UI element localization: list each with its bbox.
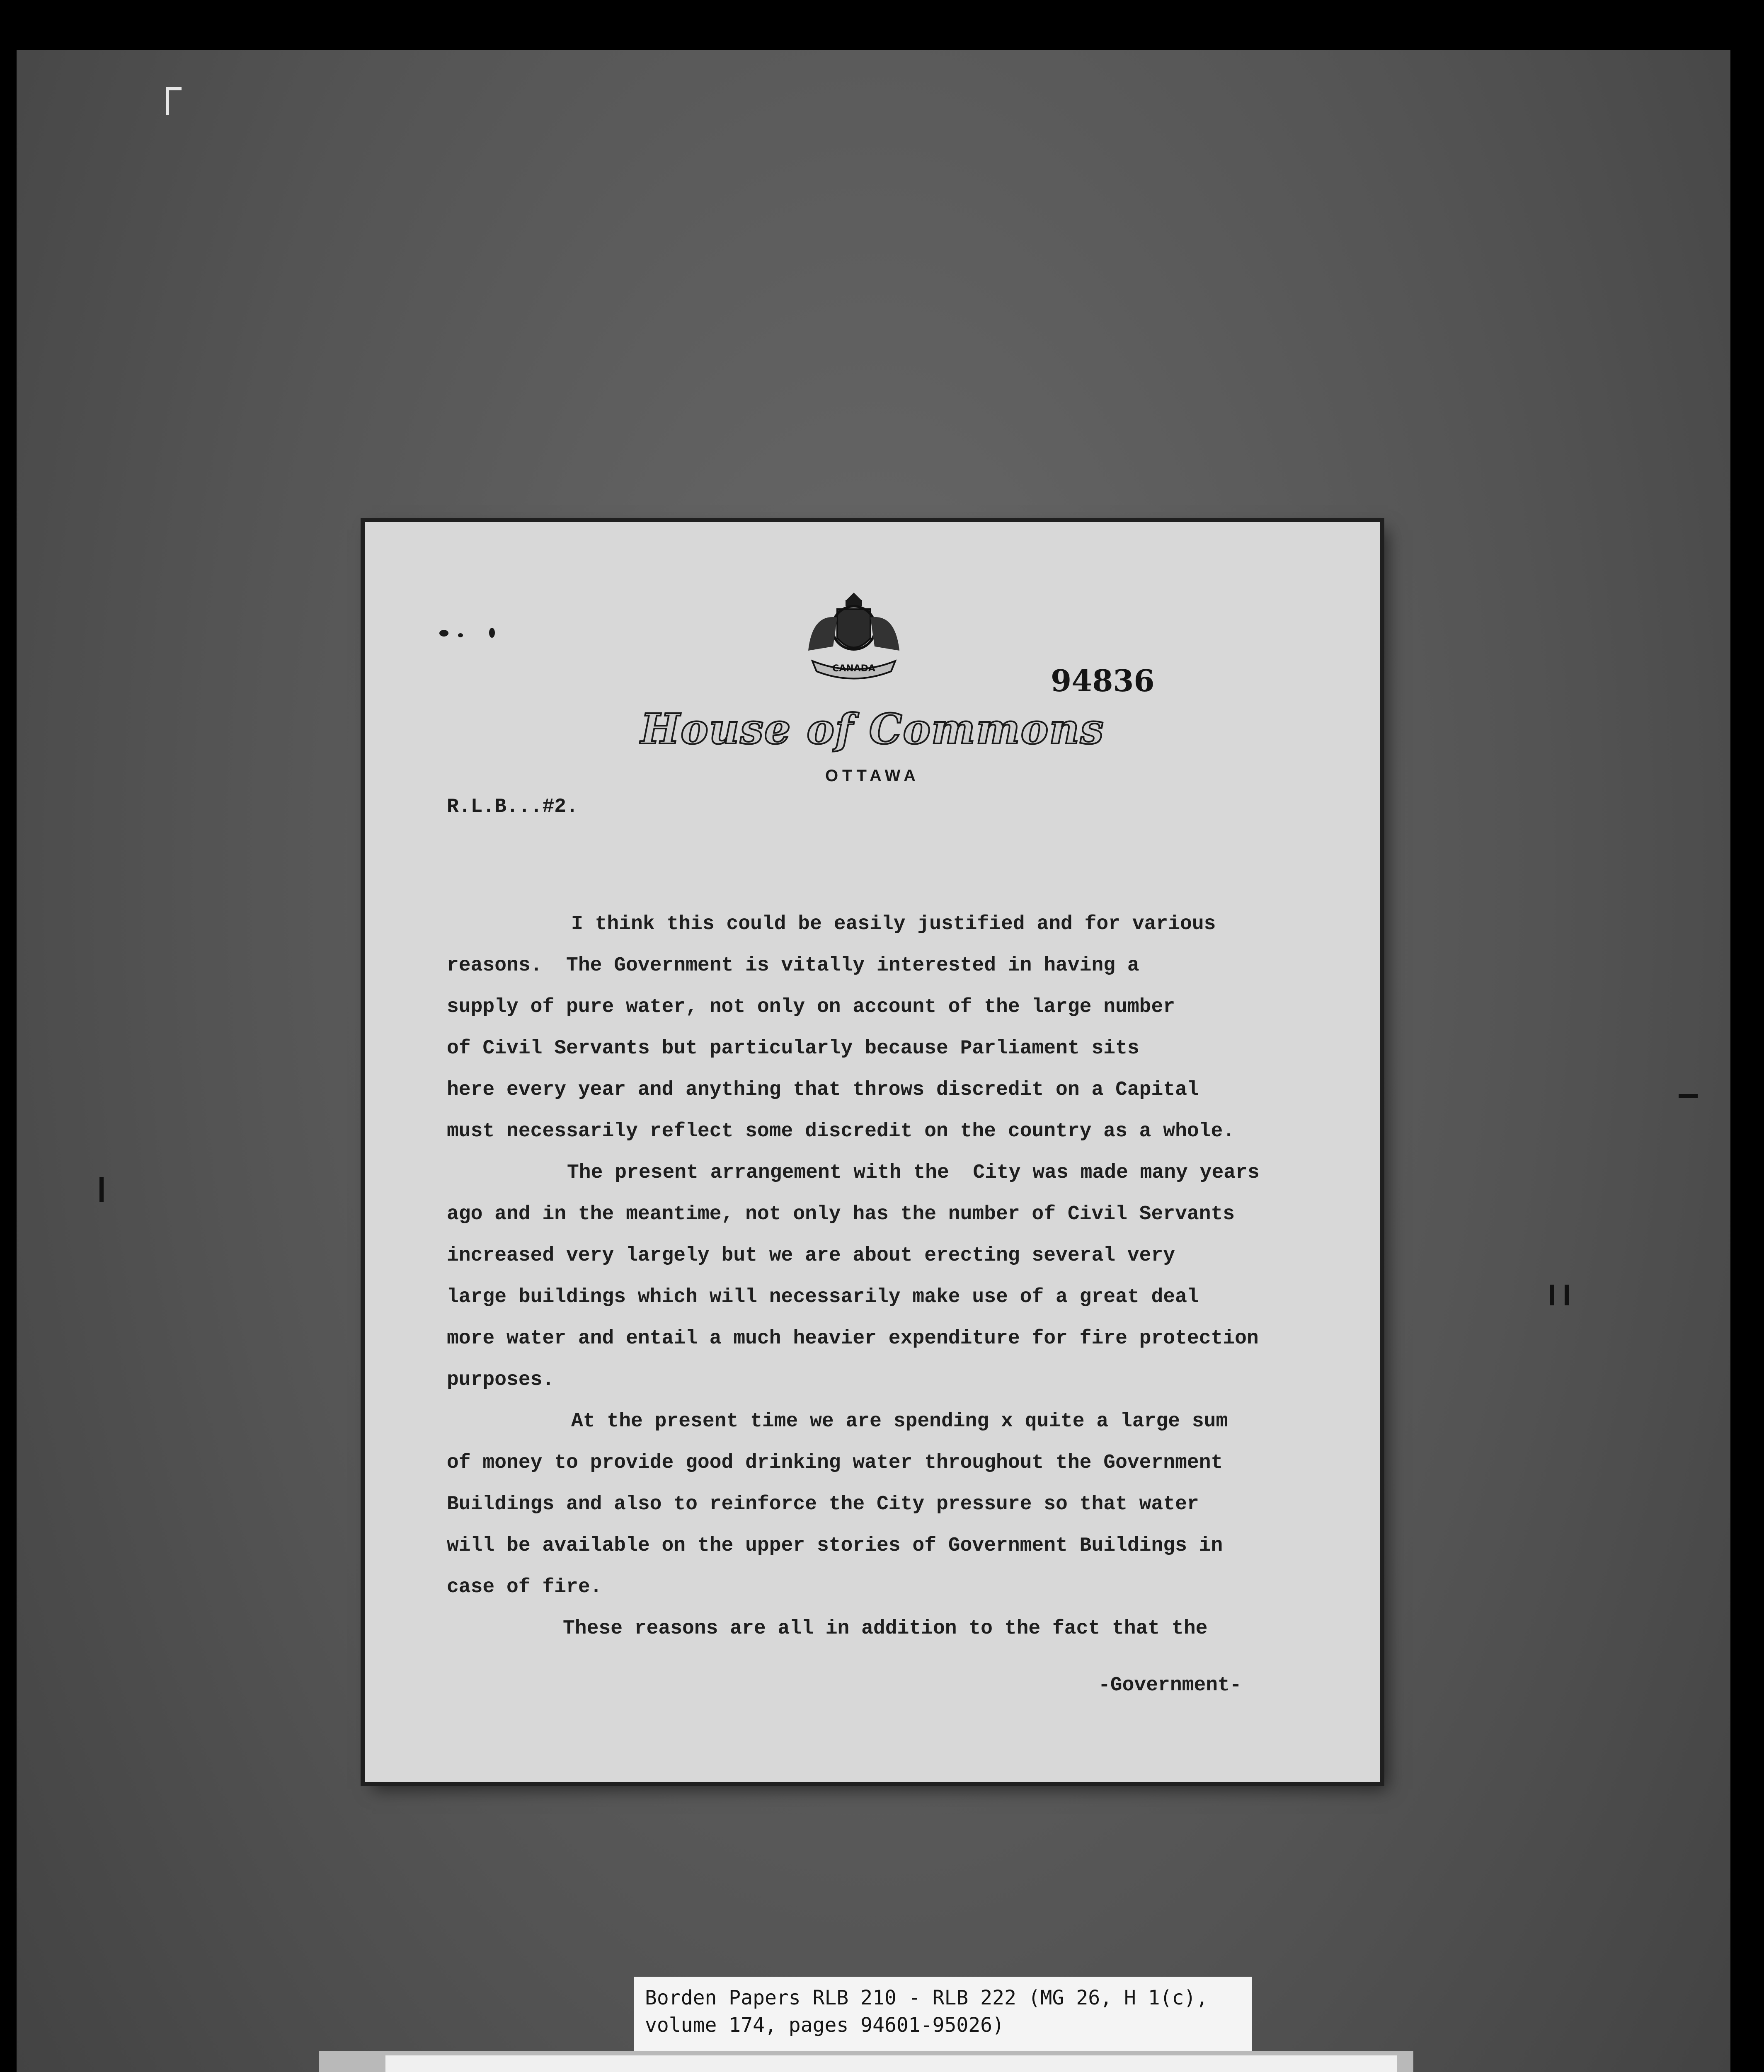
frame-tick-mark <box>1550 1285 1554 1305</box>
paragraph-1 <box>447 903 1350 1152</box>
body-line: These reasons are all in addition to the fact that the <box>563 1617 1208 1640</box>
body-line: here every year and anything that throws discredit on a Capital <box>447 1079 1199 1101</box>
archive-stamp <box>385 2055 1397 2072</box>
letterhead-city: OTTAWA <box>825 767 920 785</box>
body-line: Buildings and also to reinforce the City pressure so that water <box>447 1493 1199 1515</box>
body-line: must necessarily reflect some discredit on the country as a whole. <box>447 1120 1235 1143</box>
archive-reference-label <box>634 1977 1252 2051</box>
document-number: 94836 <box>1051 663 1155 698</box>
body-line: I think this could be easily justified and for various <box>571 913 1216 935</box>
body-line: reasons. The Government is vitally interested in having a <box>447 954 1139 977</box>
body-line: At the present time we are spending x quite a large sum <box>571 1410 1228 1433</box>
ink-speck <box>439 630 448 637</box>
letterhead-title: House of Commons <box>640 704 1105 753</box>
paragraph-4 <box>447 1608 1350 1649</box>
body-line: ago and in the meantime, not only has the number of Civil Servants <box>447 1203 1235 1225</box>
frame-tick-mark <box>99 1177 104 1202</box>
frame-tick-mark <box>1679 1094 1698 1098</box>
body-line: increased very largely but we are about erecting several very <box>447 1244 1175 1267</box>
royal-crest-icon <box>796 588 912 684</box>
body-line: purposes. <box>447 1369 555 1391</box>
frame-tick-mark <box>1565 1285 1569 1305</box>
body-line: The present arrangement with the City was made many years <box>567 1162 1260 1184</box>
body-line: more water and entail a much heavier expenditure for fire protection <box>447 1327 1259 1350</box>
body-line: case of fire. <box>447 1576 602 1598</box>
letter-page <box>365 522 1380 1782</box>
body-line: supply of pure water, not only on account of the large number <box>447 996 1175 1018</box>
paragraph-2 <box>447 1152 1350 1401</box>
ink-speck <box>489 628 495 638</box>
body-line: large buildings which will necessarily make use of a great deal <box>447 1286 1199 1308</box>
body-line: of money to provide good drinking water throughout the Government <box>447 1452 1223 1474</box>
body-line: will be available on the upper stories of Government Buildings in <box>447 1535 1223 1557</box>
ink-speck <box>458 633 463 637</box>
closing-catchword: -Government- <box>1098 1674 1242 1697</box>
archive-reference-line: Borden Papers RLB 210 - RLB 222 (MG 26, H 1(c), <box>645 1986 1208 2009</box>
frame-corner-mark <box>166 87 182 115</box>
reference-code: R.L.B...#2. <box>447 796 578 818</box>
archive-reference-line: volume 174, pages 94601-95026) <box>645 2014 1004 2037</box>
paragraph-3 <box>447 1401 1350 1608</box>
letter-body <box>447 903 1350 1649</box>
crest-label: CANADA <box>832 663 875 674</box>
body-line: of Civil Servants but particularly because Parliament sits <box>447 1037 1139 1060</box>
